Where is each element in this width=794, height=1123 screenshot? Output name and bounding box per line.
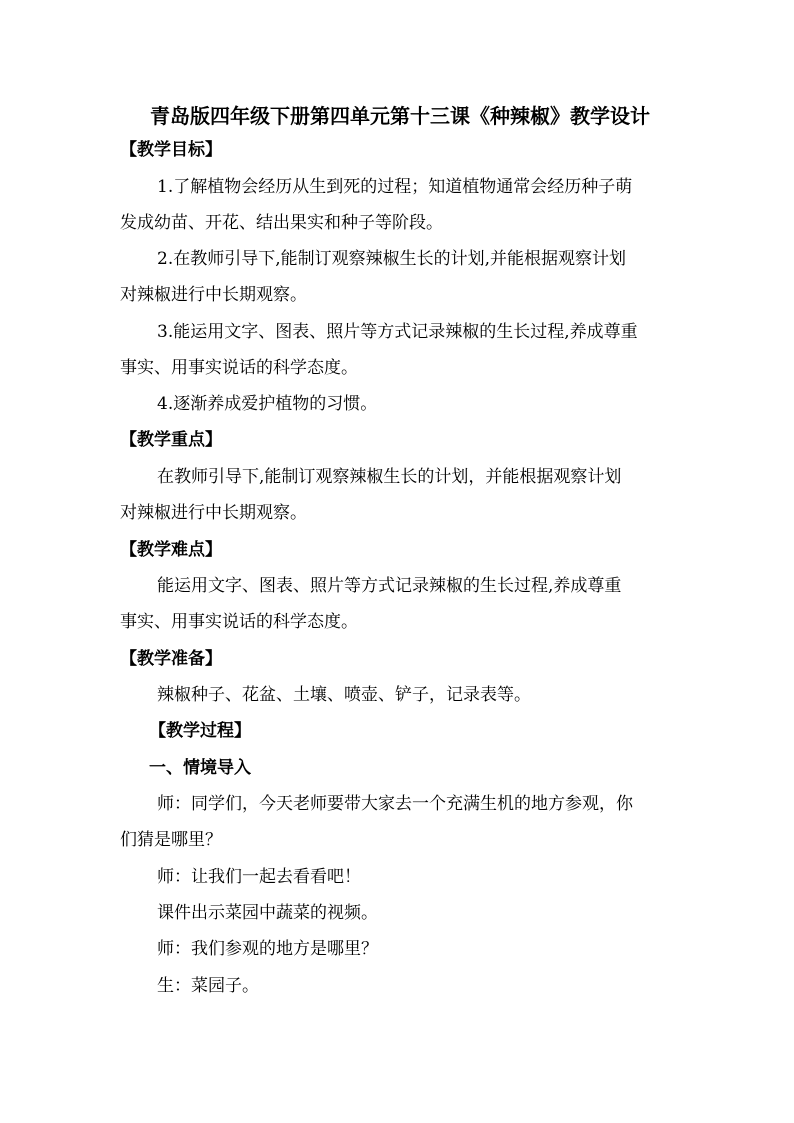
- paragraph-line: 4.逐渐养成爱护植物的习惯。: [157, 394, 378, 414]
- paragraph-line: 生：菜园子。: [157, 976, 259, 996]
- paragraph-line: 师：我们参观的地方是哪里？: [157, 939, 378, 959]
- paragraph-line: 师：让我们一起去看看吧！: [157, 867, 361, 887]
- section-heading-preparation: 【教学准备】: [120, 649, 222, 669]
- document-title: 青岛版四年级下册第四单元第十三课《种辣椒》教学设计: [150, 104, 650, 128]
- section-heading-objectives: 【教学目标】: [120, 140, 222, 160]
- section-heading-difficulties: 【教学难点】: [120, 540, 222, 560]
- section-heading-key-points: 【教学重点】: [120, 430, 222, 450]
- paragraph-line: 3.能运用文字、图表、照片等方式记录辣椒的生长过程,养成尊重: [157, 322, 638, 342]
- paragraph-line: 辣椒种子、花盆、土壤、喷壶、铲子，记录表等。: [157, 685, 531, 705]
- paragraph-line: 对辣椒进行中长期观察。: [120, 503, 307, 523]
- paragraph-line: 在教师引导下,能制订观察辣椒生长的计划，并能根据观察计划: [157, 467, 622, 487]
- paragraph-line: 能运用文字、图表、照片等方式记录辣椒的生长过程,养成尊重: [157, 576, 622, 596]
- paragraph-line: 1.了解植物会经历从生到死的过程；知道植物通常会经历种子萌: [157, 177, 633, 197]
- paragraph-line: 课件出示菜园中蔬菜的视频。: [157, 903, 378, 923]
- paragraph-line: 师：同学们，今天老师要带大家去一个充满生机的地方参观，你: [157, 794, 633, 814]
- paragraph-line: 对辣椒进行中长期观察。: [120, 285, 307, 305]
- paragraph-line: 事实、用事实说话的科学态度。: [120, 358, 358, 378]
- subsection-heading-intro: 一、情境导入: [149, 758, 251, 778]
- section-heading-process: 【教学过程】: [149, 721, 251, 741]
- paragraph-line: 2.在教师引导下,能制订观察辣椒生长的计划,并能根据观察计划: [157, 249, 627, 269]
- paragraph-line: 事实、用事实说话的科学态度。: [120, 612, 358, 632]
- paragraph-line: 发成幼苗、开花、结出果实和种子等阶段。: [120, 213, 443, 233]
- paragraph-line: 们猜是哪里？: [120, 830, 222, 850]
